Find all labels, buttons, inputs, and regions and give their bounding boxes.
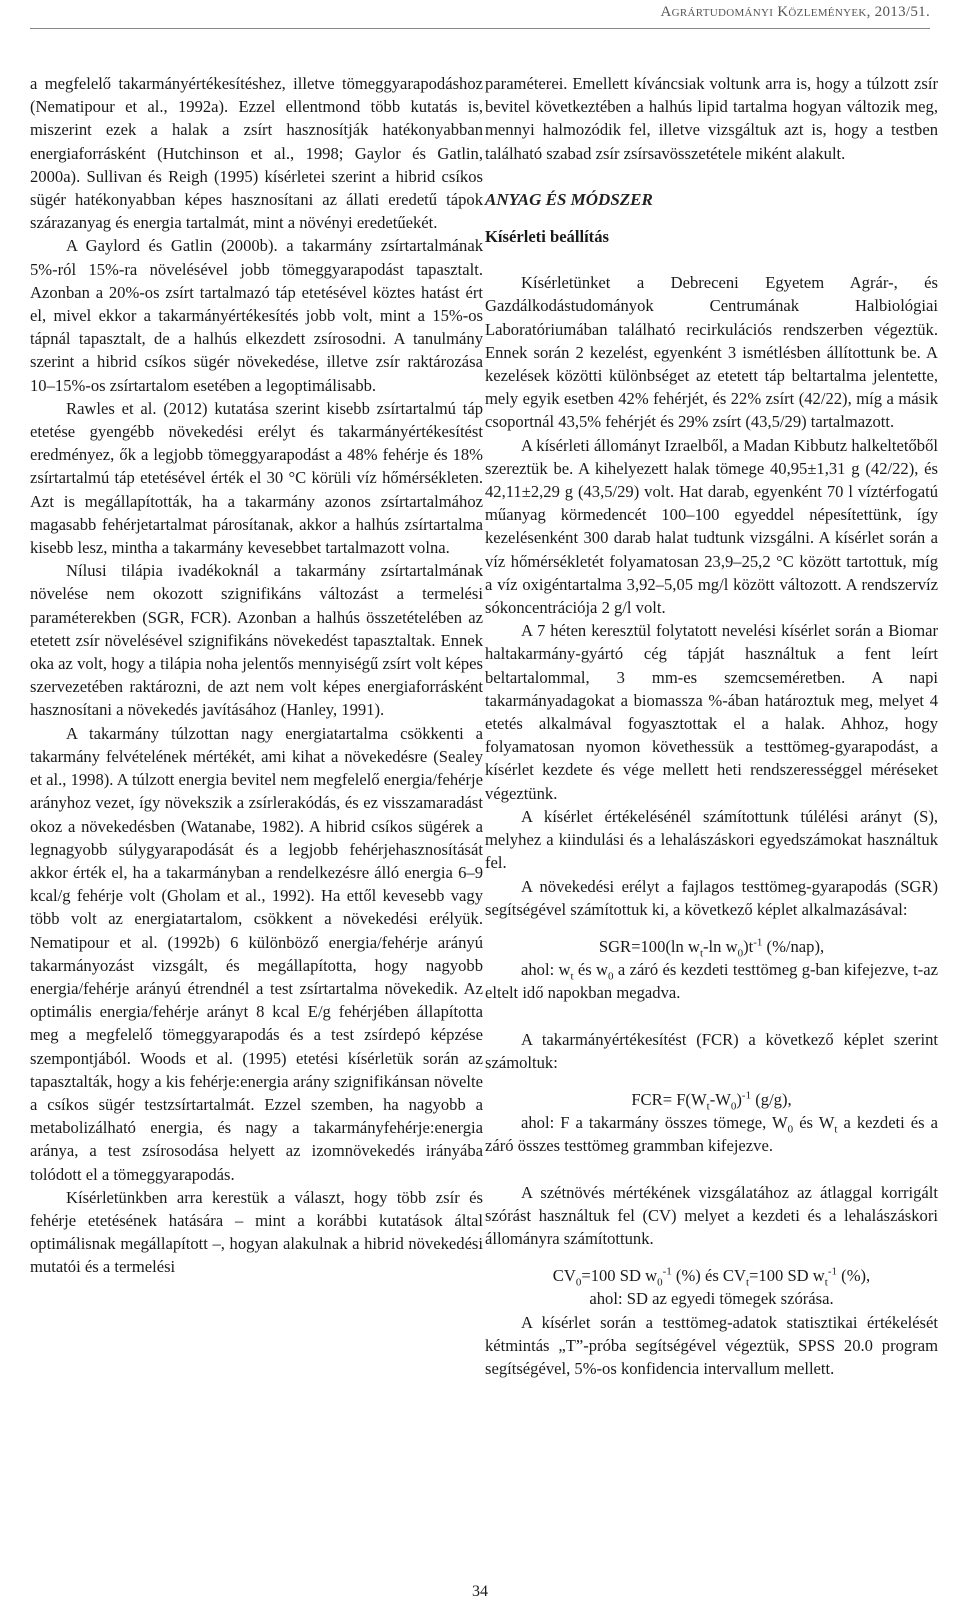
paragraph: A takarmányértékesítést (FCR) a következő képlet szerint számoltuk: xyxy=(485,1029,938,1072)
paragraph: a megfelelő takarmányértékesítéshez, illetve tömeggyarapodáshoz (Nematipour et al., 1992a). Ezzel ellentmond több kutatás is, miszerint ezek a halak a zsírt hasznosítják hatékonyabban energiaforrásként (Hutchinson et al., 1998; Gaylor és Gatlin, 2000a). Sullivan és Reigh (1995) kísérletei szerint a hibrid csíkos sügér hatékonyabban képes hasznosítani az állati eredetű tápok szárazanyag és energia tartalmát, mint a növényi eredetűekét. xyxy=(30,74,483,233)
fcr-explanation: ahol: F a takarmány összes tömege, $W_0$ és $W_t$ a kezdeti és a záró összes testtömeg grammban kifejezve. xyxy=(485,1113,939,1156)
fcr-formula: $FCR= F(W_t-W_0)^{-1}$ (g/g), xyxy=(631,1089,792,1113)
paragraph: Kísérletünkben arra kerestük a választ, hogy több zsír és fehérje etetésének hatására – mint a korábbi kutatások által optimálisnak megállapított –, hogyan alakulnak a hibrid növekedési mutatói és a termelési xyxy=(30,1187,483,1277)
paragraph: A takarmány túlzottan nagy energiatartalma csökkenti a takarmány felvételének mértékét, ami kihat a növekedésre (Sealey et al., 1998). A túlzott energia bevitel nem megfelelő energia/fehérje arányhoz vezet, így növekszik a zsírlerakódás, és ez visszamaradást okoz a növekedésben (Watanabe, 1982). A hibrid csíkos sügérek a legnagyobb súlygyarapodását és a legjobb fehérjehasznosítását akkor érték el, ha a takarmányban a rendelkezésre álló energia 6–9 kcal/g fehérje volt (Gholam et al., 1992). Ha ettől kevesebb vagy több volt az energiatartalom, csökkent a növekedési erélyük. Nematipour et al. (1992b) 6 különböző energia/fehérje arányú takarmányozást vizsgált, és megállapította, hogy nagyobb energia/fehérje arányú étrendnél a test zsírtartalma növekedik. Az optimális energia/fehérje arányt 8 kcal E/g fehérjében állapította meg a megfelelő tömeggyarapodás és a test zsírdepó képzése szempontjából. Woods et al. (1995) etetési kísérletük során az tapasztalták, hogy a kis fehérje:energia arány szignifikánsan növelte a csíkos sügér testzsírtartalmát. Ezzel szemben, ha nagyobb a metabolizálható energia, és nagy a takarmányfehérje:energia aránya, a test zsírosodása helyett az izomnövekedés irányába tolódott el a tömeggyarapodás. xyxy=(30,723,483,1184)
paragraph: Nílusi tilápia ivadékoknál a takarmány zsírtartalmának növelése nem okozott szignifikáns változást a termelési paraméterekben (SGR, FCR). Azonban a halhús összetételében az etetett zsír növelésével szignifikáns növekedést tapasztaltak. Ennek oka az volt, hogy a tilápia noha jelentős mennyiségű zsírt volt képes szervezetében raktározni, de azt nem volt képes energiaforrásként hasznosítani a növekedés javításához (Hanley, 1991). xyxy=(30,561,483,720)
sgr-explanation: ahol: $w_t$ és $w_0$ a záró és kezdeti testtömeg g-ban kifejezve, t-az eltelt idő napokban megadva. xyxy=(485,960,938,1003)
paragraph: A növekedési erélyt a fajlagos testtömeg-gyarapodás (SGR) segítségével számítottuk ki, a következő képlet alkalmazásával: xyxy=(485,876,938,919)
paragraph: A kísérleti állományt Izraelből, a Madan Kibbutz halkeltetőből szereztük be. A kihelyezett halak tömege 40,95±1,31 g (42/22), és 42,11±2,29 g (43,5/29) volt. Hat darab, egyenként 70 l víztérfogatú műanyag körmedencét 100–100 egyeddel népesítettünk, így kezelésenként 300 darab halat tudtunk vizsgálni. A kísérlet során a víz hőmérsékletét folyamatosan 23,9–25,2 °C között tartottuk, míg a víz oxigéntartalma 3,92–5,05 mg/l között változott. A rendszervíz sókoncentrációja 2 g/l volt. xyxy=(485,435,938,618)
paragraph: A 7 héten keresztül folytatott nevelési kísérlet során a Biomar haltakarmány-gyártó cég tápját használtuk a fent leírt beltartalommal, 3 mm-es szemcseméretben. A napi takarmányadagokat a biomassza %-ában határoztuk meg, melyet 4 etetés alkalmával fogyasztottak el a halak. Ahhoz, hogy folyamatosan nyomon követhessük a testtömeg-gyarapodást, a kísérlet kezdete és vége mellett heti rendszerességgel méréseket végeztünk. xyxy=(485,621,938,803)
page-number: 34 xyxy=(472,1583,488,1600)
right-column xyxy=(485,72,938,1380)
paragraph: Rawles et al. (2012) kutatása szerint kisebb zsírtartalmú táp etetése gyengébb növekedési erélyt és takarmányértékesítést eredményez, ők a legjobb tömeggyarapodást a 48% fehérje és 18% zsírtartalmú táp etetésével érték el 30 °C körüli víz hőmérsékleten. Azt is megállapították, ha a takarmány azonos zsírtartalmához magasabb fehérjetartalmat párosítanak, akkor a halhús zsírtartalma kisebb lesz, mintha a takarmány kevesebbet tartalmazott volna. xyxy=(30,398,483,558)
sgr-formula: SGR=100(ln $w_t-\ln$ $w_0)t^{-1}$ (%/nap), xyxy=(598,936,825,960)
paragraph: A kísérlet során a testtömeg-adatok statisztikai értékelését kétmintás „T”-próba segítségével végeztük, SPSS 20.0 program segítségével, 5%-os konfidencia intervallum mellett. xyxy=(485,1312,938,1378)
paragraph: A Gaylord és Gatlin (2000b). a takarmány zsírtartalmának 5%-ról 15%-ra növelésével jobb tömeggyarapodást tapasztalt. Azonban a 20%-os zsírt tartalmazó táp etetésével köztes hatást ért el, mivel ekkor a takarmányértékesítés jobb volt, mint a 15%-os tápnál tapasztalt, de a halhús elkezdett zsírosodni. A tanulmány szerint a hibrid csíkos sügér növekedése, illetve zsír raktározása 10–15%-os zsírtartalom esetében a legoptimálisabb. xyxy=(30,236,483,395)
left-column xyxy=(30,72,483,1279)
cv-formula: $CV_0=100$ SD $w_0^{-1}$ (%) és $CV_t=100$ SD $w_t^{-1}$ (%), xyxy=(552,1265,871,1289)
header-rule xyxy=(30,28,930,29)
paragraph: A szétnövés mértékének vizsgálatához az átlaggal korrigált szórást használtuk fel (CV) melyet a kezdeti és a lehalászáskori állományra számítottunk. xyxy=(485,1182,938,1248)
paragraph: A kísérlet értékelésénél számítottunk túlélési arányt (S), melyhez a kiindulási és a lehalászáskori egyedszámokat használtuk fel. xyxy=(485,806,938,873)
paragraph: Kísérletünket a Debreceni Egyetem Agrár-, és Gazdálkodástudományok Centrumának Halbiológiai Laboratóriumában található recirkulációs rendszerben végeztük. Ennek során 2 kezelést, egyenként 3 ismétlésben állítottunk be. A kezelések közötti különbséget az etetett táp beltartalma jelentette, mely egyik esetben 42% fehérjét, és 22% zsírt (42/22), míg a másik csoportnál 43,5% fehérjét és 29% zsírt (43,5/29) tartalmazott. xyxy=(485,273,938,432)
cv-explanation: ahol: SD az egyedi tömegek szórása. xyxy=(589,1289,834,1309)
running-header: Agrártudományi Közlemények, 2013/51. xyxy=(660,4,930,20)
section-title: ANYAG ÉS MÓDSZER xyxy=(485,189,653,209)
subsection-title: Kísérleti beállítás xyxy=(485,227,609,247)
paragraph: paraméterei. Emellett kíváncsiak voltunk arra is, hogy a túlzott zsír bevitel következtében a halhús lipid tartalma hogyan változik meg, mennyi halmozódik fel, illetve vizsgáltuk azt is, hogy a testben található szabad zsír zsírsavösszetétele miként alakult. xyxy=(485,74,938,163)
